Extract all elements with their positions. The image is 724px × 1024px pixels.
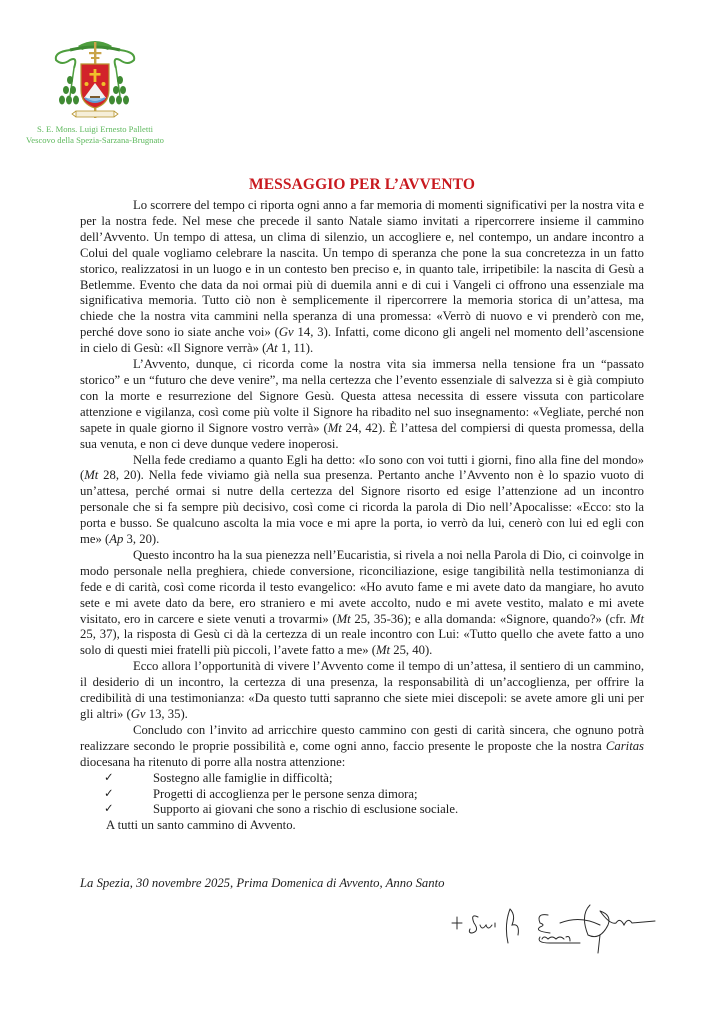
checkmark-icon: ✓: [104, 771, 114, 784]
paragraph-3: Nella fede crediamo a quanto Egli ha detto: «Io sono con voi tutti i giorni, fino alla fine del mondo» (Mt 28, 20). Nella fede viviamo già nella sua presenza. Pertanto anche l’Avvento non è lo spazio vuoto di un’attesa, perché ormai si nutre della certezza del Signore risorto ed esige l’attenzione ad un incontro personale che si fa sempre più decisivo, così come ci ricorda la parola di Dio nell’Apocalisse: «Ecco: sto la porta e busso. Se qualcuno ascolta la mia voce e mi apre la porta, io verrò da lui, cenerò con lui ed egli con me» (Ap 3, 20).: [80, 452, 644, 547]
list-item: ✓ Sostegno alle famiglie in difficoltà;: [104, 770, 333, 785]
signature-icon: [440, 895, 660, 955]
scripture-ref: Mt: [629, 611, 644, 626]
checkmark-icon: ✓: [104, 787, 114, 800]
bishop-header: [0, 124, 190, 146]
bishop-name-line: S. E. Mons. Luigi Ernesto Palletti: [36, 124, 153, 134]
scripture-ref: Gv: [130, 707, 146, 721]
scripture-ref: Ap: [109, 532, 124, 547]
paragraph-2: L’Avvento, dunque, ci ricorda come la nostra vita sia immersa nella tensione fra un “passato storico” e un “futuro che deve venire”, ma nella certezza che l’evento essenziale di salvezza si è già compiuto con la morte e resurrezione del Signore Gesù. Questa attesa necessita di essere vissuta con particolare attenzione e vigilanza, così come più volte il Signore ha ribadito nel suo insegnamento: «Vegliate, perché non sapete in quale giorno il Signore vostro verrà» (Mt 24, 42). È l’attesa del compiersi di questa promessa, della sua venuta, e non ci deve dunque vedere inoperosi.: [80, 357, 644, 451]
closing-line: A tutti un santo cammino di Avvento.: [106, 818, 296, 833]
proposals-list: [80, 771, 644, 819]
document-title: MESSAGGIO PER L’AVVENTO: [249, 176, 475, 193]
scripture-ref: Mt: [327, 420, 342, 435]
paragraph-5: Ecco allora l’opportunità di vivere l’Avvento come il tempo di un’attesa, il sentiero di un cammino, il desiderio di un incontro, la certezza di una presenza, la responsabilità di un’accoglienza, per offrire la credibilità di una testimonianza: «Da questo tutti sapranno che siete miei discepoli: se avete amore gli uni per gli altri» (Gv 13, 35).: [80, 659, 644, 721]
caritas-word: Caritas: [605, 738, 644, 753]
scripture-ref: Mt: [84, 468, 99, 483]
list-item: ✓ Progetti di accoglienza per le persone senza dimora;: [104, 786, 418, 801]
paragraph-1: Lo scorrere del tempo ci riporta ogni anno a far memoria di momenti significativi per la nostra vita e per la nostra fede. Nel mese che precede il santo Natale siamo invitati a ripercorrere insieme il cammino dell’Avvento. Un tempo di attesa, un clima di silenzio, un accogliere e, nel contempo, un andare incontro a Colui del quale vogliamo celebrare la nascita. Un tempo di speranza che pone la sua concretezza in un fatto storico, realizzatosi in un luogo e in un contesto ben preciso e, in quanto tale, irripetibile: la nascita di Gesù a Betlemme. Evento che data da noi ormai più di duemila anni e di cui i Vangeli ci offrono una essenziale ma significativa memoria. Tutto ciò non è semplicemente il ripercorrere la memoria storica di un’attesa, ma chiede che la nostra vita cammini nella speranza di una promessa: «Verrò di nuovo e vi prenderò con me, perché dove sono io siate anche voi» (Gv 14, 3). Infatti, come dicono gli angeli nel momento dell’ascensione in cielo di Gesù: «Il Signore verrà» (At 1, 11).: [80, 198, 645, 356]
scripture-ref: Mt: [375, 643, 391, 658]
scripture-ref: Mt: [336, 611, 351, 626]
scripture-ref: At: [266, 341, 278, 356]
paragraph-4: Questo incontro ha la sua pienezza nell’Eucaristia, si rivela a noi nella Parola di Dio, ci coinvolge in modo personale nella preghiera, chiede conversione, riconciliazione, esige tangibilità nella testimonianza di fede e di carità, così come ricorda il testo evangelico: «Ho avuto fame e mi avete dato da mangiare, ho avuto sete e mi avete dato da bere, ero straniero e mi avete accolto, nudo e mi avete vestito, malato e mi avete visitato, ero in carcere e siete venuti a trovarmi» (Mt 25, 35-36); e alla domanda: «Signore, quando?» (cfr. Mt 25, 37), la risposta di Gesù ci dà la certezza di un reale incontro con Lui: «Tutto quello che avete fatto a uno solo di questi miei fratelli più piccoli, l’avete fatto a me» (Mt 25, 40).: [80, 547, 644, 658]
dateline: La Spezia, 30 novembre 2025, Prima Domenica di Avvento, Anno Santo: [80, 876, 445, 890]
checkmark-icon: ✓: [104, 803, 114, 816]
list-item: ✓ Supporto ai giovani che sono a rischio di esclusione sociale.: [104, 802, 459, 817]
document-body: [80, 198, 644, 834]
scripture-ref: Gv: [278, 325, 294, 340]
bishop-diocese-line: Vescovo della Spezia-Sarzana-Brugnato: [26, 135, 164, 145]
episcopal-crest-icon: [48, 36, 142, 122]
paragraph-6: Concludo con l’invito ad arricchire questo cammino con gesti di carità sincera, che ognuno potrà realizzare secondo le proprie possibilità e, come ogni anno, faccio presente le proposte che la nostra Caritas diocesana ha ritenuto di porre alla nostra attenzione:: [80, 722, 644, 769]
